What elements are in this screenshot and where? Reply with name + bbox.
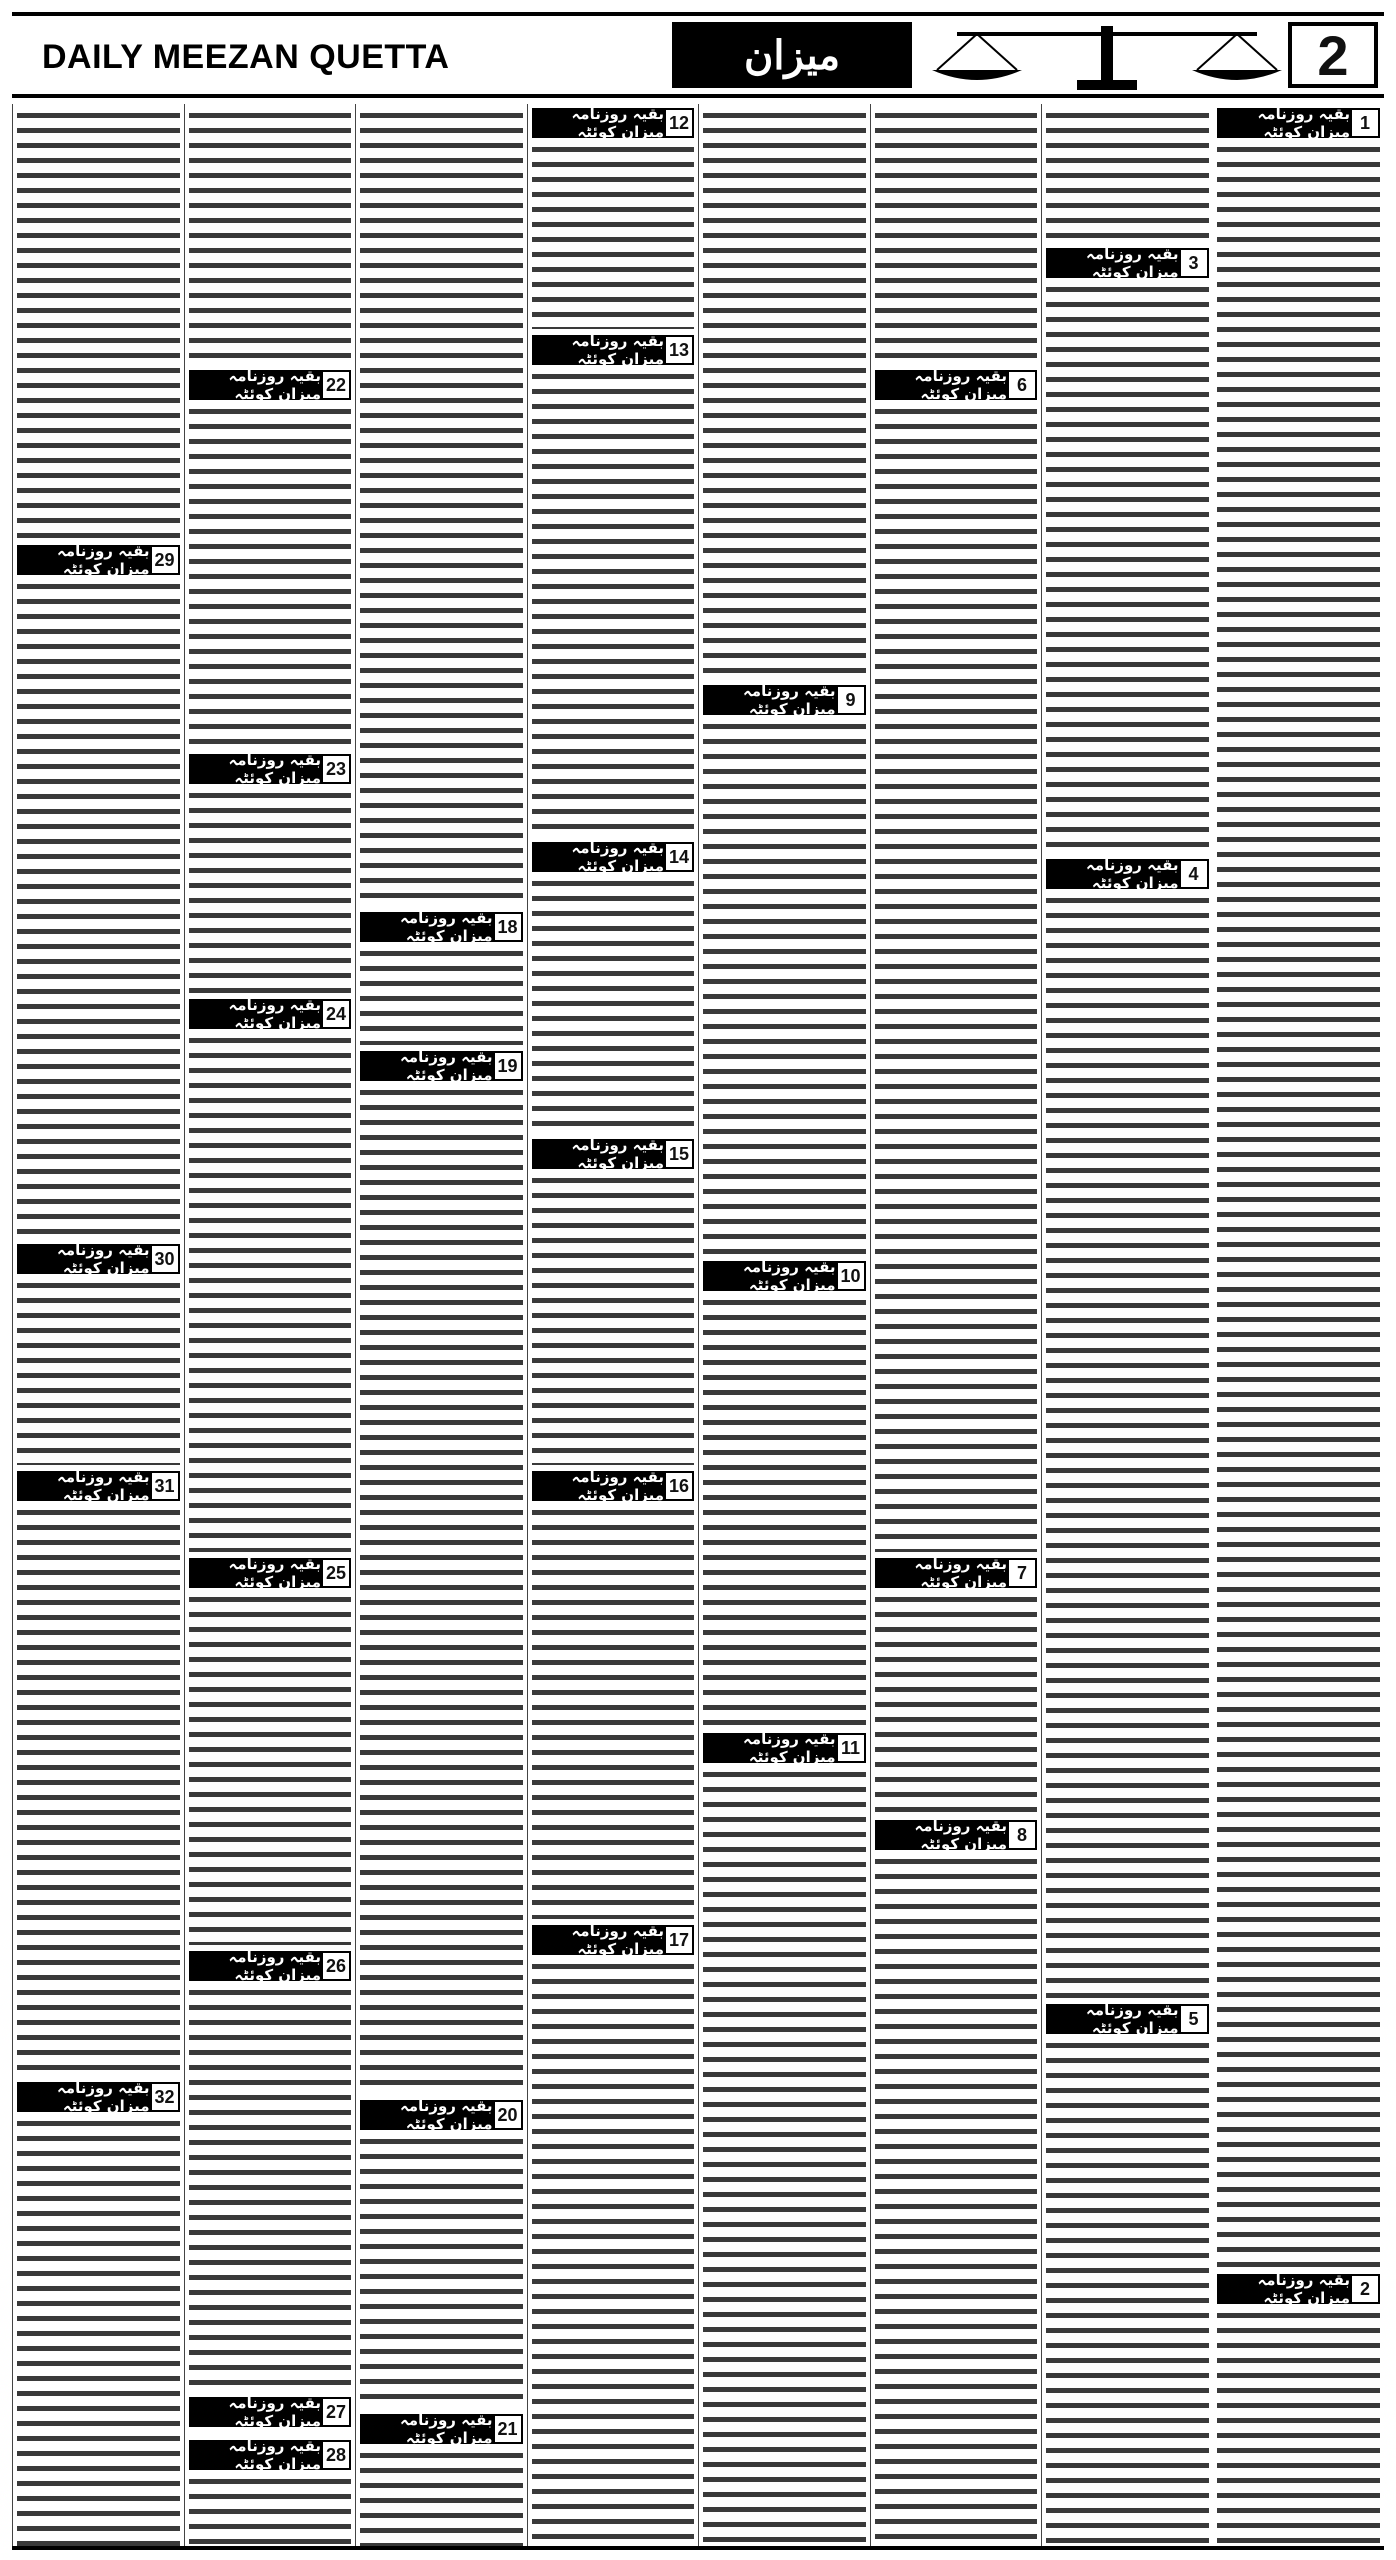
continuation-header xyxy=(703,1730,866,1766)
continuation-label: بقیہ روزنامہ میزان کوئٹہ xyxy=(360,1051,493,1081)
continuation-number: 10 xyxy=(836,1261,866,1291)
article-text xyxy=(189,1033,352,1552)
article-text xyxy=(17,1278,180,1465)
continuation-number: 20 xyxy=(493,2100,523,2130)
continuation-label: بقیہ روزنامہ میزان کوئٹہ xyxy=(189,754,322,784)
continuation-number: 14 xyxy=(664,842,694,872)
continuation-number: 12 xyxy=(664,108,694,138)
continuation-label: بقیہ روزنامہ میزان کوئٹہ xyxy=(1046,2004,1179,2034)
article-text xyxy=(1046,108,1209,242)
continuation-columns xyxy=(12,104,1384,2550)
continuation-block xyxy=(1046,244,1209,855)
continuation-number: 8 xyxy=(1007,1820,1037,1850)
article-text xyxy=(17,1505,180,2076)
continuation-label: بقیہ روزنامہ میزان کوئٹہ xyxy=(17,545,150,575)
continuation-number: 29 xyxy=(150,545,180,575)
article-text xyxy=(189,2431,352,2434)
article-text xyxy=(17,579,180,1238)
continuation-block xyxy=(532,1921,695,2546)
article-text xyxy=(189,404,352,748)
continuation-label: بقیہ روزنامہ میزان کوئٹہ xyxy=(703,1733,836,1763)
article-text xyxy=(360,108,523,906)
news-column xyxy=(527,104,699,2546)
news-column xyxy=(12,104,184,2546)
meezan-logo: میزان xyxy=(672,22,912,88)
article-text xyxy=(1217,142,1381,2268)
continuation-block xyxy=(360,908,523,1047)
continuation-header xyxy=(360,909,523,945)
continuation-label: بقیہ روزنامہ میزان کوئٹہ xyxy=(189,370,322,400)
continuation-block xyxy=(703,1729,866,2546)
continuation-number: 5 xyxy=(1179,2004,1209,2034)
continuation-label: بقیہ روزنامہ میزان کوئٹہ xyxy=(875,1820,1008,1850)
continuation-header xyxy=(532,105,695,141)
continuation-block xyxy=(189,2393,352,2436)
continuation-header xyxy=(189,2437,352,2473)
continuation-header xyxy=(1046,245,1209,281)
continuation-number: 18 xyxy=(493,912,523,942)
continuation-label: بقیہ روزنامہ میزان کوئٹہ xyxy=(189,1558,322,1588)
continuation-number: 9 xyxy=(836,685,866,715)
article-text xyxy=(1217,2308,1381,2546)
continuation-label: بقیہ روزنامہ میزان کوئٹہ xyxy=(532,1925,665,1955)
continuation-number: 24 xyxy=(321,999,351,1029)
continuation-number: 27 xyxy=(321,2397,351,2427)
continuation-number: 2 xyxy=(1350,2274,1380,2304)
continuation-block xyxy=(532,1467,695,1921)
continuation-block xyxy=(1217,2270,1381,2546)
continuation-number: 16 xyxy=(664,1471,694,1501)
article-text xyxy=(1046,282,1209,853)
continuation-label: بقیہ روزنامہ میزان کوئٹہ xyxy=(17,1471,150,1501)
continuation-label: بقیہ روزنامہ میزان کوئٹہ xyxy=(532,1139,665,1169)
continuation-number: 30 xyxy=(150,1244,180,1274)
continuation-label: بقیہ روزنامہ میزان کوئٹہ xyxy=(703,685,836,715)
continuation-header xyxy=(875,1817,1038,1853)
article-text xyxy=(189,2474,352,2546)
continuation-header xyxy=(532,1922,695,1958)
continuation-header xyxy=(1046,856,1209,892)
continuation-header xyxy=(1217,2271,1381,2307)
continuation-number: 6 xyxy=(1007,370,1037,400)
article-text-lead xyxy=(1046,108,1209,242)
article-text xyxy=(703,108,866,679)
continuation-number: 1 xyxy=(1350,108,1380,138)
continuation-number: 3 xyxy=(1179,248,1209,278)
news-column xyxy=(1041,104,1213,2546)
continuation-label: بقیہ روزنامہ میزان کوئٹہ xyxy=(189,1951,322,1981)
continuation-header xyxy=(17,1468,180,1504)
continuation-number: 4 xyxy=(1179,859,1209,889)
continuation-header xyxy=(703,1258,866,1294)
continuation-block xyxy=(17,2078,180,2546)
continuation-header xyxy=(189,367,352,403)
article-text xyxy=(1046,893,1209,1998)
continuation-number: 15 xyxy=(664,1139,694,1169)
continuation-block xyxy=(189,366,352,750)
article-text xyxy=(189,788,352,993)
continuation-header xyxy=(532,1468,695,1504)
continuation-number: 28 xyxy=(321,2440,351,2470)
article-text xyxy=(532,876,695,1133)
continuation-header xyxy=(189,996,352,1032)
continuation-block xyxy=(360,1047,523,2096)
article-text xyxy=(360,2448,523,2546)
continuation-label: بقیہ روزنامہ میزان کوئٹہ xyxy=(1046,859,1179,889)
continuation-label: بقیہ روزنامہ میزان کوئٹہ xyxy=(1046,248,1179,278)
newspaper-title: DAILY MEEZAN QUETTA xyxy=(42,38,450,76)
continuation-block xyxy=(703,1257,866,1729)
article-text xyxy=(532,369,695,836)
continuation-label: بقیہ روزنامہ میزان کوئٹہ xyxy=(875,1558,1008,1588)
masthead xyxy=(12,12,1384,98)
article-text xyxy=(532,1959,695,2546)
continuation-block xyxy=(17,1467,180,2078)
continuation-header xyxy=(189,751,352,787)
continuation-label: بقیہ روزنامہ میزان کوئٹہ xyxy=(189,999,322,1029)
continuation-block xyxy=(532,331,695,838)
article-text xyxy=(360,1085,523,2094)
article-text xyxy=(703,1295,866,1727)
continuation-label: بقیہ روزنامہ میزان کوئٹہ xyxy=(360,2414,493,2444)
scales-of-justice-icon xyxy=(917,20,1297,94)
article-text xyxy=(360,946,523,1045)
article-text xyxy=(1046,2038,1209,2546)
continuation-header xyxy=(1046,2001,1209,2037)
continuation-block xyxy=(189,1554,352,1947)
continuation-label: بقیہ روزنامہ میزان کوئٹہ xyxy=(532,335,665,365)
continuation-header xyxy=(189,1555,352,1591)
continuation-block xyxy=(875,1554,1038,1816)
continuation-block xyxy=(17,541,180,1240)
news-column xyxy=(698,104,870,2546)
continuation-number: 11 xyxy=(836,1733,866,1763)
continuation-block xyxy=(1046,855,1209,2000)
continuation-header xyxy=(17,2079,180,2115)
continuation-block xyxy=(360,2096,523,2410)
article-text xyxy=(875,1854,1038,2546)
continuation-block xyxy=(532,104,695,331)
article-text xyxy=(703,719,866,1255)
article-text xyxy=(189,1985,352,2391)
continuation-header xyxy=(360,1048,523,1084)
continuation-number: 7 xyxy=(1007,1558,1037,1588)
continuation-label: بقیہ روزنامہ میزان کوئٹہ xyxy=(189,2440,322,2470)
article-text-lead xyxy=(703,108,866,679)
continuation-label: بقیہ روزنامہ میزان کوئٹہ xyxy=(1217,2274,1351,2304)
continuation-header xyxy=(17,1241,180,1277)
continuation-header xyxy=(875,367,1038,403)
page-number: 2 xyxy=(1288,22,1378,88)
continuation-label: بقیہ روزنامہ میزان کوئٹہ xyxy=(532,842,665,872)
continuation-block xyxy=(703,681,866,1257)
continuation-block xyxy=(360,2410,523,2546)
continuation-header xyxy=(532,1136,695,1172)
continuation-number: 19 xyxy=(493,1051,523,1081)
continuation-number: 25 xyxy=(321,1558,351,1588)
news-column xyxy=(184,104,356,2546)
article-text xyxy=(360,2134,523,2408)
continuation-header xyxy=(17,542,180,578)
article-text xyxy=(875,108,1038,364)
article-text xyxy=(17,108,180,539)
continuation-block xyxy=(532,838,695,1135)
article-text xyxy=(532,1505,695,1919)
article-text xyxy=(875,1592,1038,1814)
continuation-label: بقیہ روزنامہ میزان کوئٹہ xyxy=(703,1261,836,1291)
continuation-number: 23 xyxy=(321,754,351,784)
continuation-header xyxy=(703,682,866,718)
article-text-lead xyxy=(360,108,523,906)
continuation-header xyxy=(1217,105,1381,141)
continuation-number: 32 xyxy=(150,2082,180,2112)
continuation-label: بقیہ روزنامہ میزان کوئٹہ xyxy=(360,2100,493,2130)
article-text-lead xyxy=(875,108,1038,364)
continuation-number: 13 xyxy=(664,335,694,365)
continuation-header xyxy=(360,2097,523,2133)
continuation-label: بقیہ روزنامہ میزان کوئٹہ xyxy=(1217,108,1351,138)
article-text xyxy=(532,1173,695,1465)
continuation-label: بقیہ روزنامہ میزان کوئٹہ xyxy=(17,1244,150,1274)
article-text xyxy=(532,142,695,329)
continuation-number: 26 xyxy=(321,1951,351,1981)
continuation-block xyxy=(189,1947,352,2393)
continuation-number: 21 xyxy=(493,2414,523,2444)
continuation-block xyxy=(1046,2000,1209,2546)
continuation-block xyxy=(875,366,1038,1554)
continuation-header xyxy=(189,1948,352,1984)
news-column xyxy=(355,104,527,2546)
article-text xyxy=(189,108,352,364)
article-text-lead xyxy=(189,108,352,364)
continuation-header xyxy=(532,839,695,875)
article-text xyxy=(703,1767,866,2546)
article-text xyxy=(189,1592,352,1945)
news-column xyxy=(870,104,1042,2546)
continuation-block xyxy=(189,995,352,1554)
article-text xyxy=(875,404,1038,1552)
continuation-block xyxy=(875,1816,1038,2546)
continuation-label: بقیہ روزنامہ میزان کوئٹہ xyxy=(360,912,493,942)
continuation-label: بقیہ روزنامہ میزان کوئٹہ xyxy=(532,1471,665,1501)
continuation-block xyxy=(532,1135,695,1467)
continuation-label: بقیہ روزنامہ میزان کوئٹہ xyxy=(532,108,665,138)
continuation-label: بقیہ روزنامہ میزان کوئٹہ xyxy=(17,2082,150,2112)
continuation-block xyxy=(189,2436,352,2546)
continuation-number: 31 xyxy=(150,1471,180,1501)
continuation-header xyxy=(360,2411,523,2447)
continuation-label: بقیہ روزنامہ میزان کوئٹہ xyxy=(875,370,1008,400)
continuation-label: بقیہ روزنامہ میزان کوئٹہ xyxy=(189,2397,322,2427)
news-column xyxy=(1213,104,1385,2546)
continuation-number: 17 xyxy=(664,1925,694,1955)
continuation-header xyxy=(532,332,695,368)
article-text xyxy=(17,2116,180,2546)
continuation-number: 22 xyxy=(321,370,351,400)
continuation-block xyxy=(1217,104,1381,2270)
article-text-lead xyxy=(17,108,180,539)
continuation-header xyxy=(189,2394,352,2430)
continuation-block xyxy=(17,1240,180,1467)
continuation-header xyxy=(875,1555,1038,1591)
continuation-block xyxy=(189,750,352,995)
